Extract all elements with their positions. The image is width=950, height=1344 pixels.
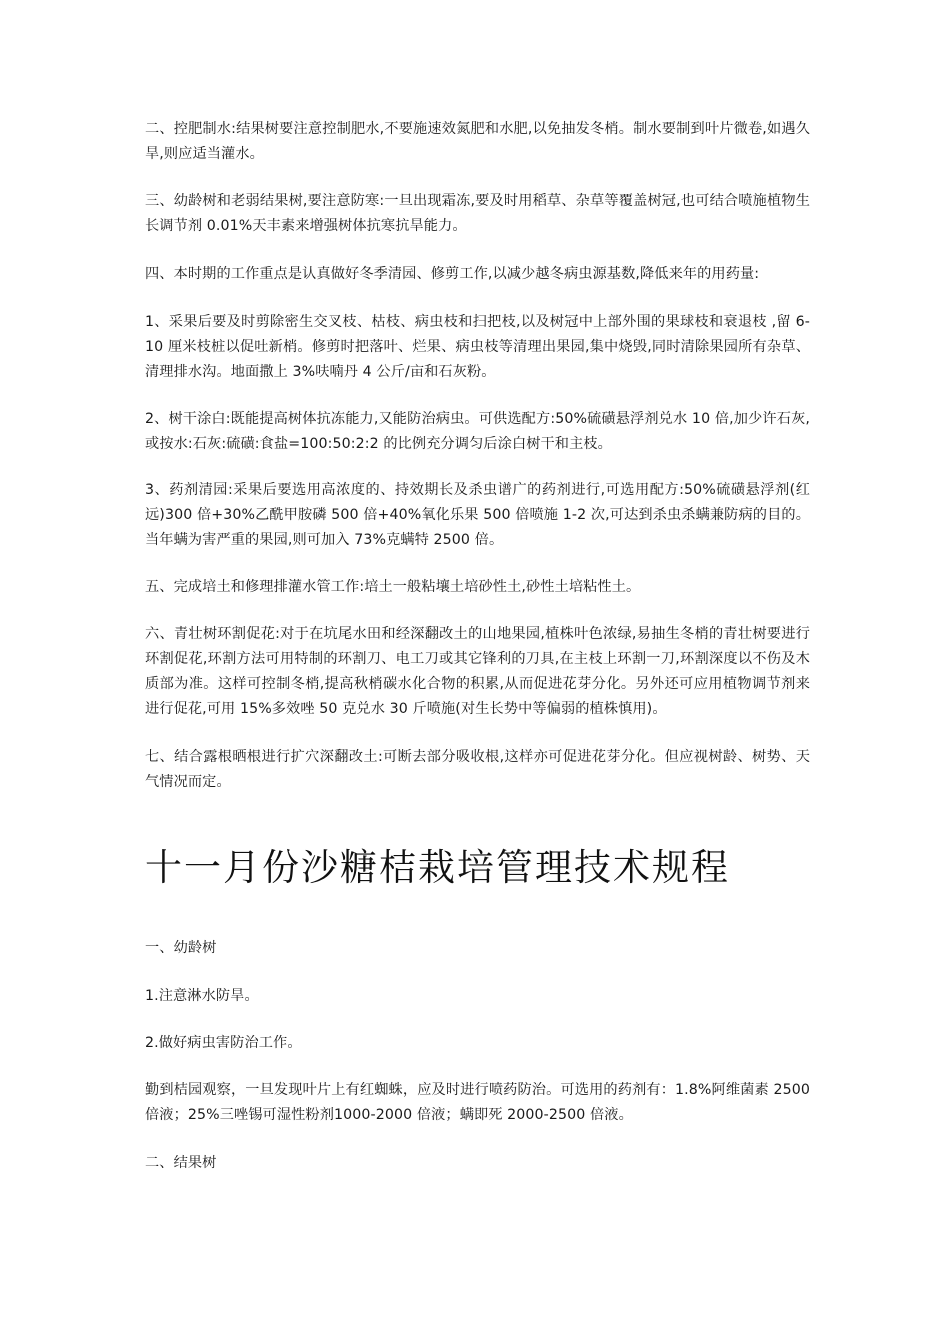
section-heading: 十一月份沙糖桔栽培管理技术规程 xyxy=(145,846,730,889)
paragraph-control-fertilizer-water: 二、控肥制水:结果树要注意控制肥水,不要施速效氮肥和水肥,以免抽发冬梢。制水要制到叶片微卷,如遇久旱,则应适当灌水。 xyxy=(145,121,810,162)
paragraph-soil-drainage: 五、完成培土和修理排灌水管工作:培土一般粘壤土培砂性土,砂性土培粘性土。 xyxy=(145,579,641,595)
list-item-pest-control: 2.做好病虫害防治工作。 xyxy=(145,1035,302,1051)
subheading-fruiting-trees: 二、结果树 xyxy=(145,1155,217,1171)
paragraph-trunk-whitewash: 2、树干涂白:既能提高树体抗冻能力,又能防治病虫。可供选配方:50%硫磺悬浮剂兑水 10 倍,加少许石灰,或按水:石灰:硫磺:食盐=100:50:2:2 的比例充分调匀后涂白树干和主枝。 xyxy=(145,411,810,452)
paragraph-root-exposure: 七、结合露根晒根进行扩穴深翻改土:可断去部分吸收根,这样亦可促进花芽分化。但应视树龄、树势、天气情况而定。 xyxy=(145,749,810,790)
paragraph-red-spider-treatment: 勤到桔园观察，一旦发现叶片上有红蜘蛛，应及时进行喷药防治。可选用的药剂有：1.8%阿维菌素 2500 倍液；25%三唑锡可湿性粉剂1000-2000 倍液；螨即死 2000-2500 倍液。 xyxy=(145,1082,810,1123)
paragraph-cold-protection: 三、幼龄树和老弱结果树,要注意防寒:一旦出现霜冻,要及时用稻草、杂草等覆盖树冠,也可结合喷施植物生长调节剂 0.01%天丰素来增强树体抗寒抗旱能力。 xyxy=(145,193,810,234)
paragraph-girdling-flowering: 六、青壮树环割促花:对于在坑尾水田和经深翻改土的山地果园,植株叶色浓绿,易抽生冬梢的青壮树要进行环割促花,环割方法可用特制的环割刀、电工刀或其它锋利的刀具,在主枝上环割一刀,环割深度以不伤及木质部为准。这样可控制冬梢,提高秋梢碳水化合物的积累,从而促进花芽分化。另外还可应用植物调节剂来进行促花,可用 15%多效唑 50 克兑水 30 斤喷施(对生长势中等偏弱的植株慎用)。 xyxy=(145,626,810,717)
subheading-young-trees: 一、幼龄树 xyxy=(145,940,217,956)
list-item-watering: 1.注意淋水防旱。 xyxy=(145,988,259,1004)
paragraph-pruning: 1、采果后要及时剪除密生交叉枝、枯枝、病虫枝和扫把枝,以及树冠中上部外围的果球枝和衰退枝 ,留 6-10 厘米枝桩以促吐新梢。修剪时把落叶、烂果、病虫枝等清理出果园,集中烧毁,同时清除果园所有杂草、清理排水沟。地面撒上 3%呋喃丹 4 公斤/亩和石灰粉。 xyxy=(145,314,810,380)
paragraph-winter-cleanup-focus: 四、本时期的工作重点是认真做好冬季清园、修剪工作,以减少越冬病虫源基数,降低来年的用药量: xyxy=(145,266,760,282)
paragraph-chemical-cleanup: 3、药剂清园:采果后要选用高浓度的、持效期长及杀虫谱广的药剂进行,可选用配方:50%硫磺悬浮剂(红远)300 倍+30%乙酰甲胺磷 500 倍+40%氧化乐果 500 倍喷施 1-2 次,可达到杀虫杀螨兼防病的目的。当年螨为害严重的果园,则可加入 73%克螨特 2500 倍。 xyxy=(145,482,810,548)
